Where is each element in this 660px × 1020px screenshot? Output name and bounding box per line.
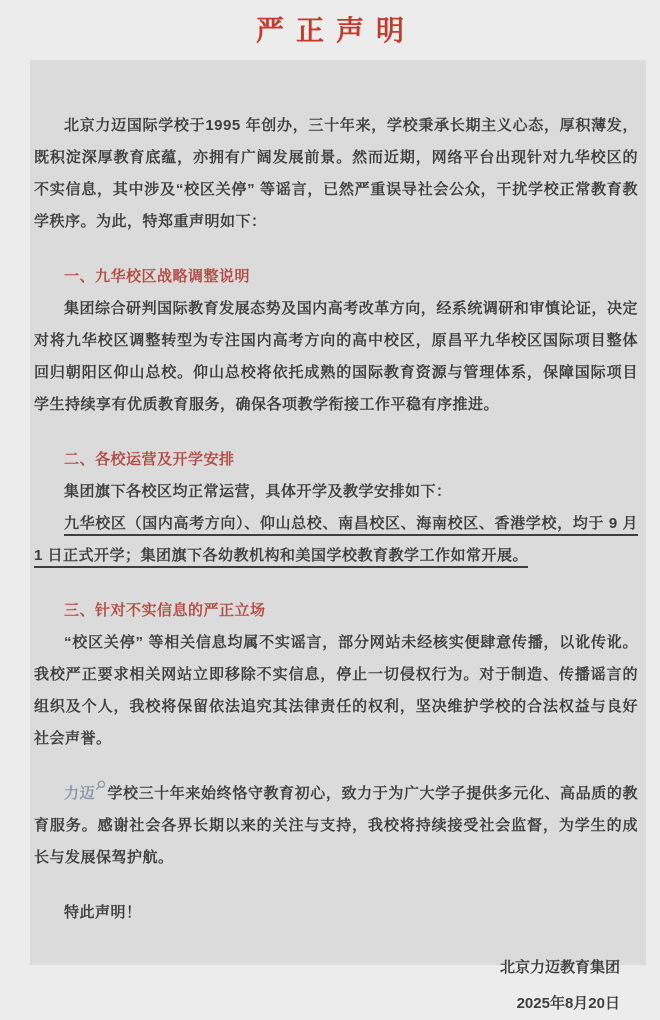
closing-text: 学校三十年来始终恪守教育初心，致力于为广大学子提供多元化、高品质的教育服务。感谢社会各界长期以来的关注与支持，我校将持续接受社会监督，为学生的成长与发展保驾护航。 [34,785,638,866]
search-icon [95,780,106,791]
declaration-line: 特此声明！ [64,904,142,921]
intro-paragraph: 北京力迈国际学校于1995 年创办，三十年来，学校秉承长期主义心态，厚积薄发，既积淀深厚教育底蕴，亦拥有广阔发展前景。然而近期，网络平台出现针对九华校区的不实信息，其中涉及“校区关停” 等谣言，已然严重误导社会公众，干扰学校正常教育教学秩序。为此，特郑重声明如下： [34,117,638,230]
section-3-heading: 三、针对不实信息的严正立场 [64,602,266,619]
section-2-body: 集团旗下各校区均正常运营，具体开学及教学安排如下： [64,483,452,500]
section-1-body: 集团综合研判国际教育发展态势及国内高考改革方向，经系统调研和审慎论证，决定对将九华校区调整转型为专注国内高考方向的高中校区，原昌平九华校区国际项目整体回归朝阳区仰山总校。仰山总校将依托成熟的国际教育资源与管理体系，保障国际项目学生持续享有优质教育服务，确保各项教学衔接工作平稳有序推进。 [34,300,638,413]
limai-link[interactable] [64,785,107,802]
section-stance-on-rumors [34,595,638,755]
section-operations-schedule [34,444,638,572]
closing-paragraph [34,778,638,874]
statement-panel [30,60,646,1012]
limai-link-text: 力迈 [64,785,96,802]
section-1-heading: 一、九华校区战略调整说明 [64,268,251,285]
section-strategy-adjustment [34,261,638,421]
section-2-underlined-text: 九华校区（国内高考方向）、仰山总校、南昌校区、海南校区、香港学校，均于 9 月 1 日正式开学；集团旗下各幼教机构和美国学校教育教学工作如常开展。 [34,515,638,564]
page-title: 严正声明 [255,15,416,46]
section-3-body: “校区关停” 等相关信息均属不实谣言，部分网站未经核实便肆意传播，以讹传讹。我校严正要求相关网站立即移除不实信息，停止一切侵权行为。对于制造、传播谣言的组织及个人，我校将保留依法追究其法律责任的权利，坚决维护学校的合法权益与良好社会声誉。 [34,634,638,747]
signature-block [34,952,638,1020]
section-2-heading: 二、各校运营及开学安排 [64,451,235,468]
signature-date: 2025年8月20日 [516,995,620,1012]
signature-name: 北京力迈教育集团 [499,959,620,976]
